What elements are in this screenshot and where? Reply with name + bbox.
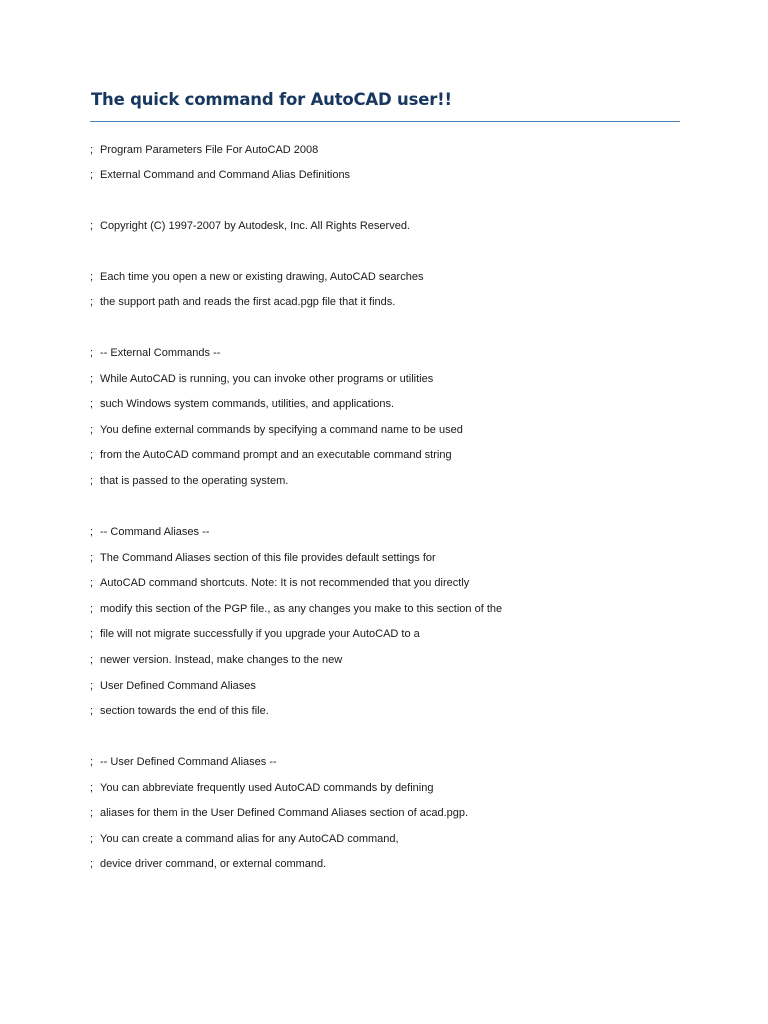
- text-line: [90, 650, 342, 670]
- comment-marker: ;: [90, 169, 94, 181]
- text-line: [90, 701, 269, 721]
- line-text: the support path and reads the first acad.pgp file that it finds.: [100, 296, 396, 308]
- text-line: [90, 803, 468, 823]
- document-title: The quick command for AutoCAD user!!: [91, 90, 452, 109]
- comment-marker: ;: [90, 628, 94, 640]
- comment-marker: ;: [90, 526, 94, 538]
- comment-marker: ;: [90, 858, 94, 870]
- comment-marker: ;: [90, 347, 94, 359]
- text-line: [90, 548, 436, 568]
- comment-marker: ;: [90, 424, 94, 436]
- comment-marker: ;: [90, 833, 94, 845]
- line-text: file will not migrate successfully if you upgrade your AutoCAD to a: [100, 628, 420, 640]
- comment-marker: ;: [90, 552, 94, 564]
- text-line: [90, 522, 209, 542]
- line-text: AutoCAD command shortcuts. Note: It is not recommended that you directly: [100, 577, 470, 589]
- text-line: [90, 165, 350, 185]
- line-text: -- Command Aliases --: [100, 526, 210, 538]
- line-text: External Command and Command Alias Definitions: [100, 169, 351, 181]
- text-line: [90, 778, 433, 798]
- comment-marker: ;: [90, 449, 94, 461]
- text-line: [90, 676, 256, 696]
- comment-marker: ;: [90, 756, 94, 768]
- text-line: [90, 267, 423, 287]
- text-line: [90, 829, 399, 849]
- comment-marker: ;: [90, 220, 94, 232]
- line-text: aliases for them in the User Defined Command Aliases section of acad.pgp.: [100, 807, 469, 819]
- text-line: [90, 216, 410, 236]
- text-line: [90, 471, 288, 491]
- line-text: User Defined Command Aliases: [100, 680, 256, 692]
- comment-marker: ;: [90, 654, 94, 666]
- line-text: Program Parameters File For AutoCAD 2008: [100, 144, 319, 156]
- comment-marker: ;: [90, 271, 94, 283]
- line-text: such Windows system commands, utilities, and applications.: [100, 398, 395, 410]
- comment-marker: ;: [90, 807, 94, 819]
- text-line: [90, 140, 318, 160]
- line-text: You define external commands by specifying a command name to be used: [100, 424, 463, 436]
- comment-marker: ;: [90, 373, 94, 385]
- title-divider: [90, 121, 680, 122]
- text-line: [90, 599, 502, 619]
- text-line: [90, 394, 394, 414]
- line-text: The Command Aliases section of this file provides default settings for: [100, 552, 436, 564]
- line-text: that is passed to the operating system.: [100, 475, 289, 487]
- line-text: modify this section of the PGP file., as any changes you make to this section of the: [100, 603, 503, 615]
- text-line: [90, 624, 420, 644]
- text-line: [90, 445, 452, 465]
- comment-marker: ;: [90, 577, 94, 589]
- text-line: [90, 420, 463, 440]
- comment-marker: ;: [90, 144, 94, 156]
- comment-marker: ;: [90, 603, 94, 615]
- comment-marker: ;: [90, 705, 94, 717]
- text-line: [90, 752, 277, 772]
- line-text: Copyright (C) 1997-2007 by Autodesk, Inc. All Rights Reserved.: [100, 220, 410, 232]
- comment-marker: ;: [90, 475, 94, 487]
- line-text: section towards the end of this file.: [100, 705, 269, 717]
- line-text: -- External Commands --: [100, 347, 221, 359]
- text-line: [90, 343, 220, 363]
- line-text: You can abbreviate frequently used AutoCAD commands by defining: [100, 782, 434, 794]
- line-text: from the AutoCAD command prompt and an executable command string: [100, 449, 452, 461]
- line-text: -- User Defined Command Aliases --: [100, 756, 277, 768]
- text-line: [90, 854, 326, 874]
- text-line: [90, 292, 395, 312]
- comment-marker: ;: [90, 680, 94, 692]
- text-line: [90, 369, 433, 389]
- line-text: You can create a command alias for any AutoCAD command,: [100, 833, 399, 845]
- line-text: device driver command, or external command.: [100, 858, 327, 870]
- line-text: While AutoCAD is running, you can invoke other programs or utilities: [100, 373, 434, 385]
- comment-marker: ;: [90, 398, 94, 410]
- comment-marker: ;: [90, 296, 94, 308]
- line-text: Each time you open a new or existing drawing, AutoCAD searches: [100, 271, 424, 283]
- text-line: [90, 573, 469, 593]
- line-text: newer version. Instead, make changes to the new: [100, 654, 343, 666]
- comment-marker: ;: [90, 782, 94, 794]
